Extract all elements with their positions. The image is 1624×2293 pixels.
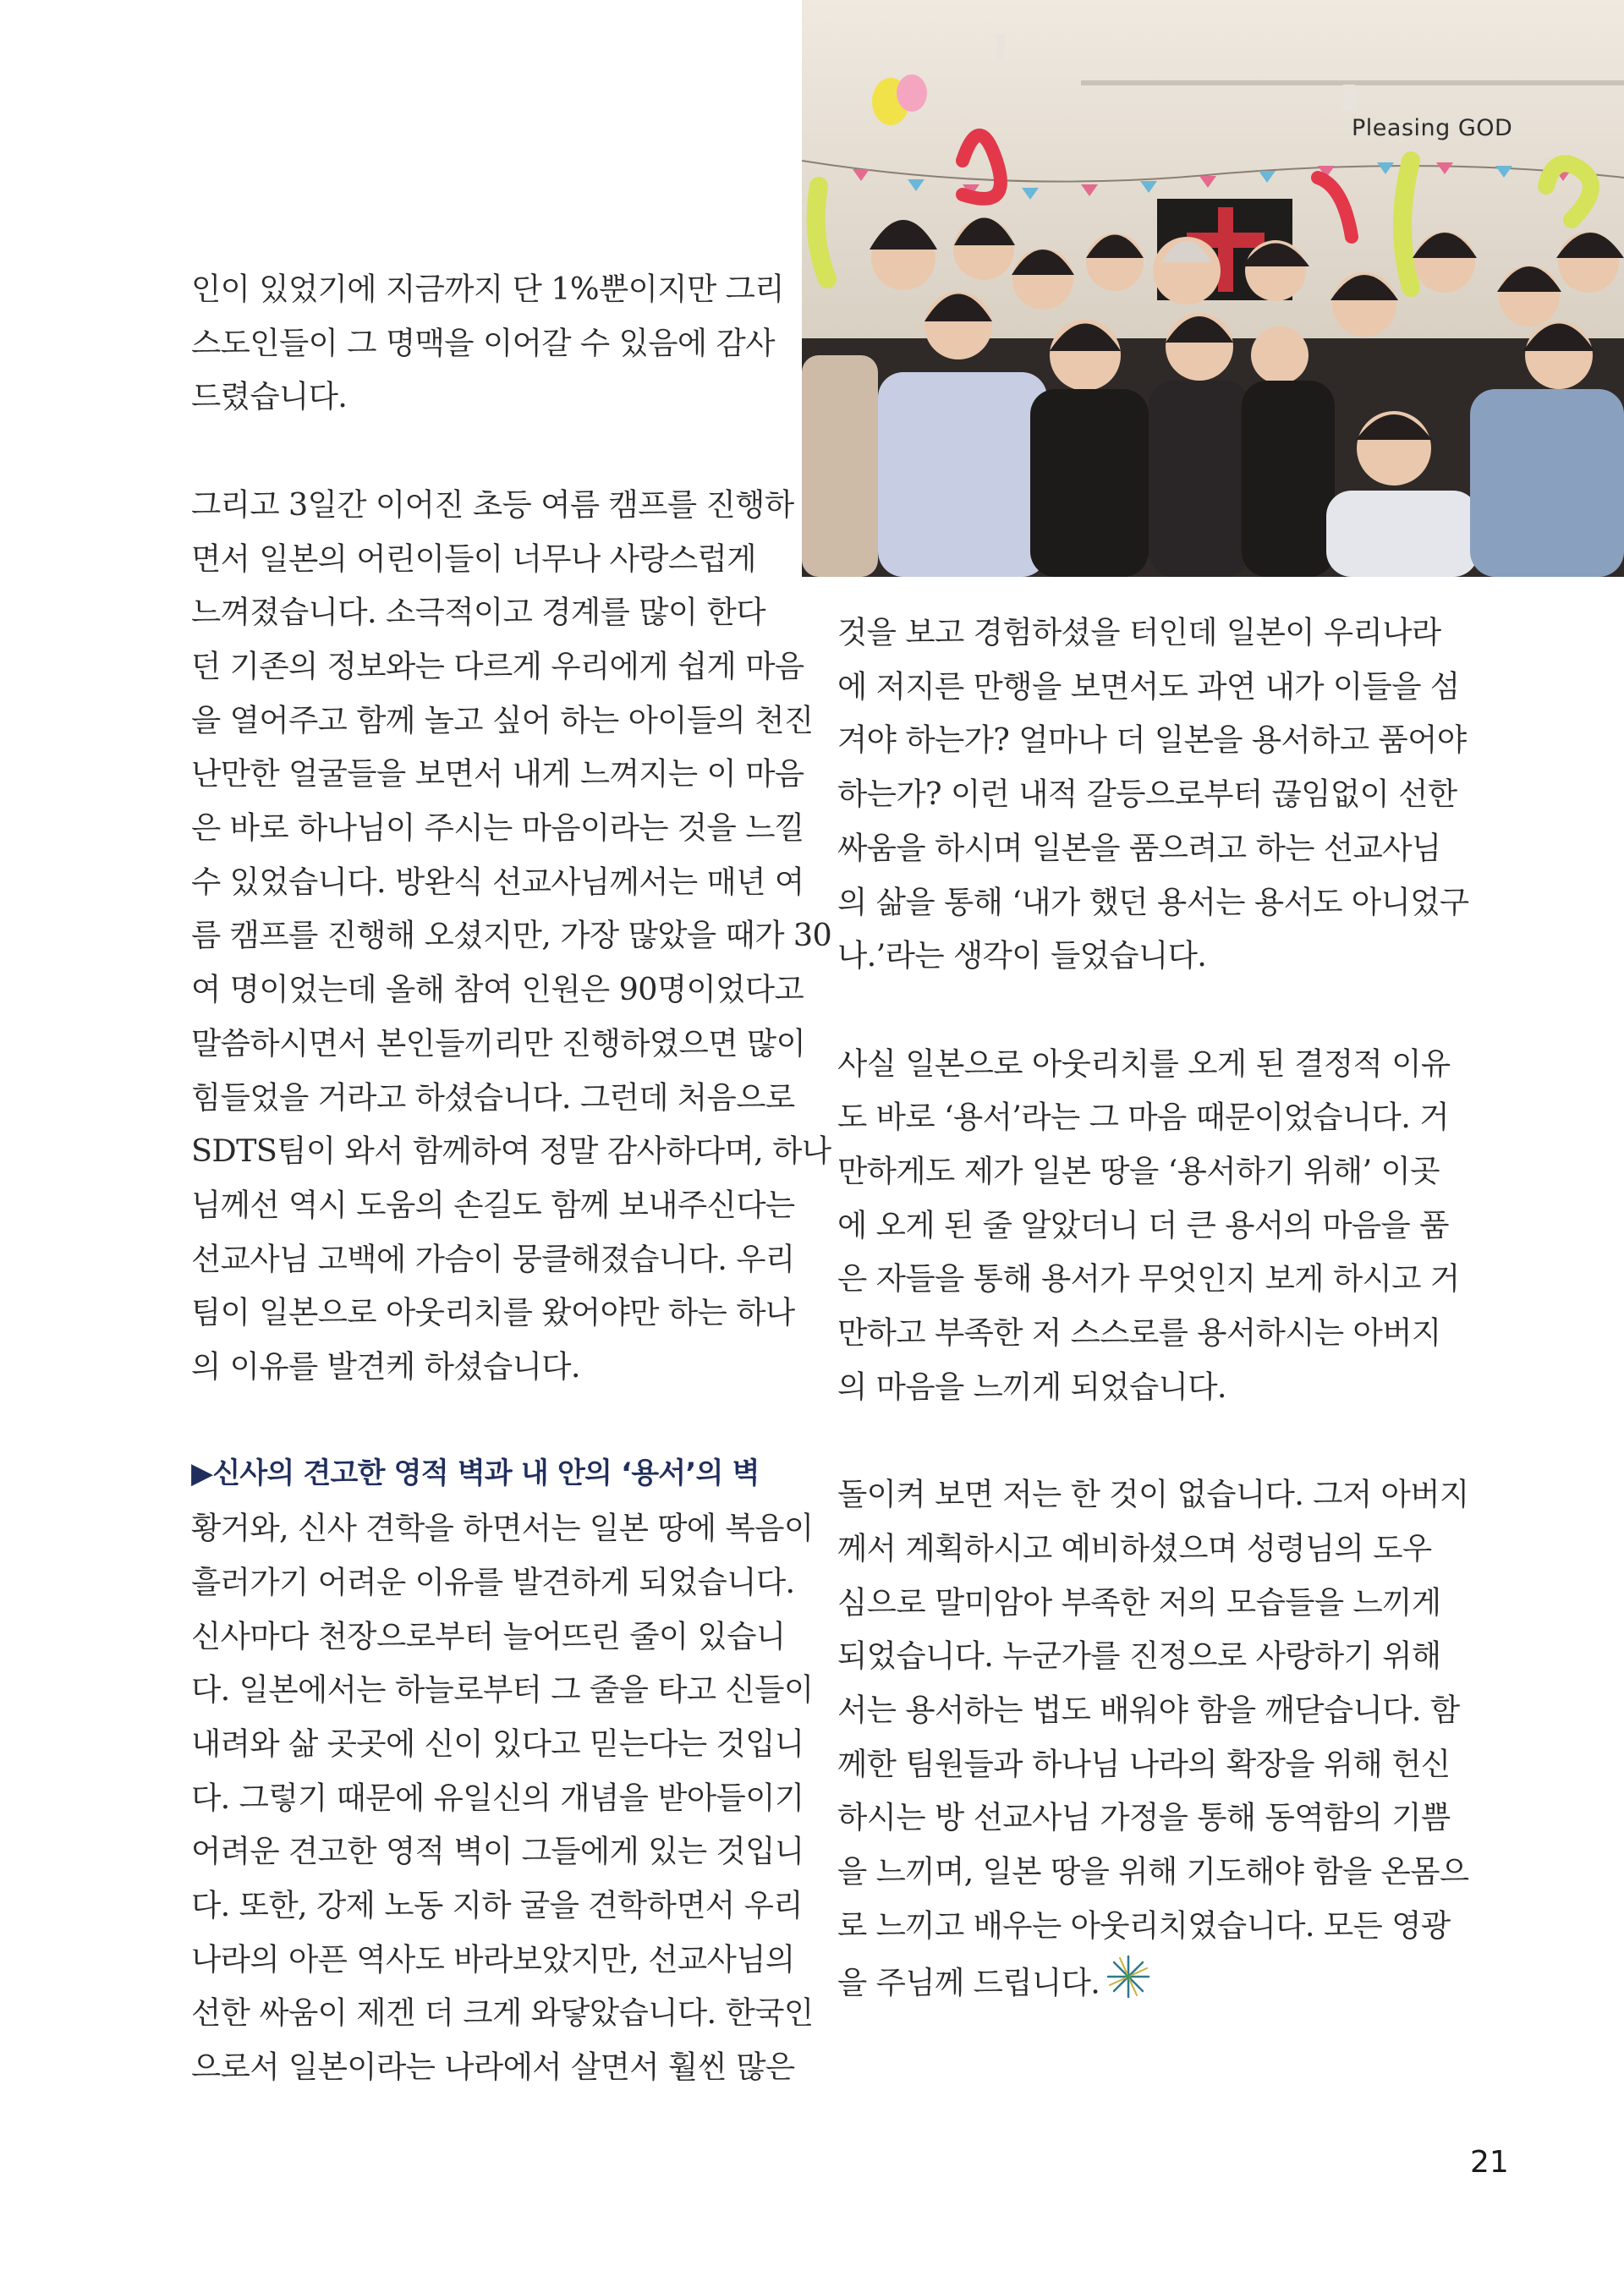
paragraph-gap (191, 1394, 792, 1448)
group-photo-illustration (802, 0, 1624, 577)
text-line: 면서 일본의 어린이들이 너무나 사랑스럽게 (191, 540, 756, 577)
text-line: 던 기존의 정보와는 다르게 우리에게 쉽게 마음 (191, 647, 804, 684)
group-photo (802, 0, 1624, 577)
text-line: 은 자들을 통해 용서가 무엇인지 보게 하시고 거 (837, 1260, 1460, 1297)
text-line: 것을 보고 경험하셨을 터인데 일본이 우리나라 (837, 614, 1441, 650)
text-line: 만하고 부족한 저 스스로를 용서하시는 아버지 (837, 1314, 1441, 1352)
text-line: 어려운 견고한 영적 벽이 그들에게 있는 것입니 (191, 1833, 804, 1870)
text-line: 께서 계획하시고 예비하셨으며 성령님의 도우 (837, 1529, 1432, 1566)
text-line: 으로서 일본이라는 나라에서 살면서 훨씬 많은 (191, 2049, 795, 2086)
text-line: 겨야 하는가? 얼마나 더 일본을 용서하고 품어야 (837, 721, 1467, 759)
text-line: 싸움을 하시며 일본을 품으려고 하는 선교사님 (837, 829, 1441, 866)
text-line: 신사마다 천장으로부터 늘어뜨린 줄이 있습니 (191, 1617, 786, 1654)
paragraph-gap (837, 983, 1438, 1037)
text-line: 사실 일본으로 아웃리치를 오게 된 결정적 이유 (837, 1045, 1451, 1082)
text-line: 을 주님께 드립니다. (837, 1963, 1100, 2000)
text-line: 로 느끼고 배우는 아웃리치였습니다. 모든 영광 (837, 1906, 1451, 1944)
text-line: 선한 싸움이 제겐 더 크게 와닿았습니다. 한국인 (191, 1994, 814, 2032)
text-line: 난만한 얼굴들을 보면서 내게 느껴지는 이 마음 (191, 755, 804, 793)
text-line: 심으로 말미암아 부족한 저의 모습들을 느끼게 (837, 1583, 1441, 1621)
text-line: 말씀하시면서 본인들끼리만 진행하였으면 많이 (191, 1024, 806, 1061)
photo-caption: Pleasing GOD (1352, 115, 1513, 141)
text-line: 에 오게 된 줄 알았더니 더 큰 용서의 마음을 품 (837, 1206, 1449, 1243)
text-line: 서는 용서하는 법도 배워야 함을 깨닫습니다. 함 (837, 1692, 1460, 1729)
text-line: 힘들었을 거라고 하셨습니다. 그런데 처음으로 (191, 1078, 795, 1116)
left-column (191, 262, 832, 2094)
page-number: 21 (1470, 2145, 1509, 2180)
text-line: 다. 일본에서는 하늘로부터 그 줄을 타고 신들이 (191, 1671, 814, 1709)
text-line: 흘러가기 어려운 이유를 발견하게 되었습니다. (191, 1563, 795, 1600)
text-line: 인이 있었기에 지금까지 단 1%뿐이지만 그리 (191, 271, 784, 307)
text-line: 황거와, 신사 견학을 하면서는 일본 땅에 복음이 (191, 1510, 814, 1547)
text-line: 드렸습니다. (191, 378, 348, 415)
text-line: 름 캠프를 진행해 오셨지만, 가장 많았을 때가 30 (191, 917, 832, 954)
text-line: 돌이켜 보면 저는 한 것이 없습니다. 그저 아버지 (837, 1476, 1469, 1513)
text-line: 내려와 삶 곳곳에 신이 있다고 믿는다는 것입니 (191, 1725, 804, 1762)
text-line: 의 이유를 발견케 하셨습니다. (191, 1348, 580, 1385)
text-line: SDTS팀이 와서 함께하여 정말 감사하다며, 하나 (191, 1133, 831, 1170)
text-line: 다. 그렇기 때문에 유일신의 개념을 받아들이기 (191, 1779, 804, 1816)
text-line: 은 바로 하나님이 주시는 마음이라는 것을 느낄 (191, 809, 804, 847)
text-line: 을 열어주고 함께 놀고 싶어 하는 아이들의 천진 (191, 701, 814, 738)
text-line: 하시는 방 선교사님 가정을 통해 동역함의 기쁨 (837, 1799, 1451, 1836)
text-line: 님께선 역시 도움의 손길도 함께 보내주신다는 (191, 1186, 795, 1223)
text-line: 의 마음을 느끼게 되었습니다. (837, 1368, 1226, 1405)
text-line: 선교사님 고백에 가슴이 뭉클해졌습니다. 우리 (191, 1240, 795, 1277)
text-line: 되었습니다. 누군가를 진정으로 사랑하기 위해 (837, 1637, 1441, 1675)
section-subheading: ▶신사의 견고한 영적 벽과 내 안의 ‘용서’의 벽 (191, 1456, 760, 1491)
last-text-line (837, 1953, 1438, 2017)
text-line: 께한 팀원들과 하나님 나라의 확장을 위해 헌신 (837, 1745, 1451, 1782)
text-line: 다. 또한, 강제 노동 지하 굴을 견학하면서 우리 (191, 1887, 803, 1924)
paragraph-gap (837, 1414, 1438, 1468)
paragraph-gap (191, 424, 792, 478)
text-line: 스도인들이 그 명맥을 이어갈 수 있음에 감사 (191, 324, 775, 361)
text-line: 에 저지른 만행을 보면서도 과연 내가 이들을 섬 (837, 667, 1460, 705)
text-line: 수 있었습니다. 방완식 선교사님께서는 매년 여 (191, 863, 804, 900)
right-column (837, 606, 1469, 2016)
text-line: 의 삶을 통해 ‘내가 했던 용서는 용서도 아니었구 (837, 883, 1469, 920)
text-line: 팀이 일본으로 아웃리치를 왔어야만 하는 하나 (191, 1294, 795, 1331)
text-line: 나라의 아픈 역사도 바라보았지만, 선교사님의 (191, 1940, 795, 1978)
text-line: 하는가? 이런 내적 갈등으로부터 끊임없이 선한 (837, 776, 1457, 813)
text-line: 을 느끼며, 일본 땅을 위해 기도해야 함을 온몸으 (837, 1853, 1469, 1890)
text-line: 그리고 3일간 이어진 초등 여름 캠프를 진행하 (191, 485, 794, 523)
text-line: 느껴졌습니다. 소극적이고 경계를 많이 한다 (191, 594, 765, 631)
end-mark-icon (1101, 1953, 1155, 2017)
text-line: 나.’라는 생각이 들었습니다. (837, 937, 1207, 974)
text-line: 도 바로 ‘용서’라는 그 마음 때문이었습니다. 거 (837, 1099, 1449, 1136)
text-line: 여 명이었는데 올해 참여 인원은 90명이었다고 (191, 971, 804, 1008)
text-line: 만하게도 제가 일본 땅을 ‘용서하기 위해’ 이곳 (837, 1153, 1440, 1190)
